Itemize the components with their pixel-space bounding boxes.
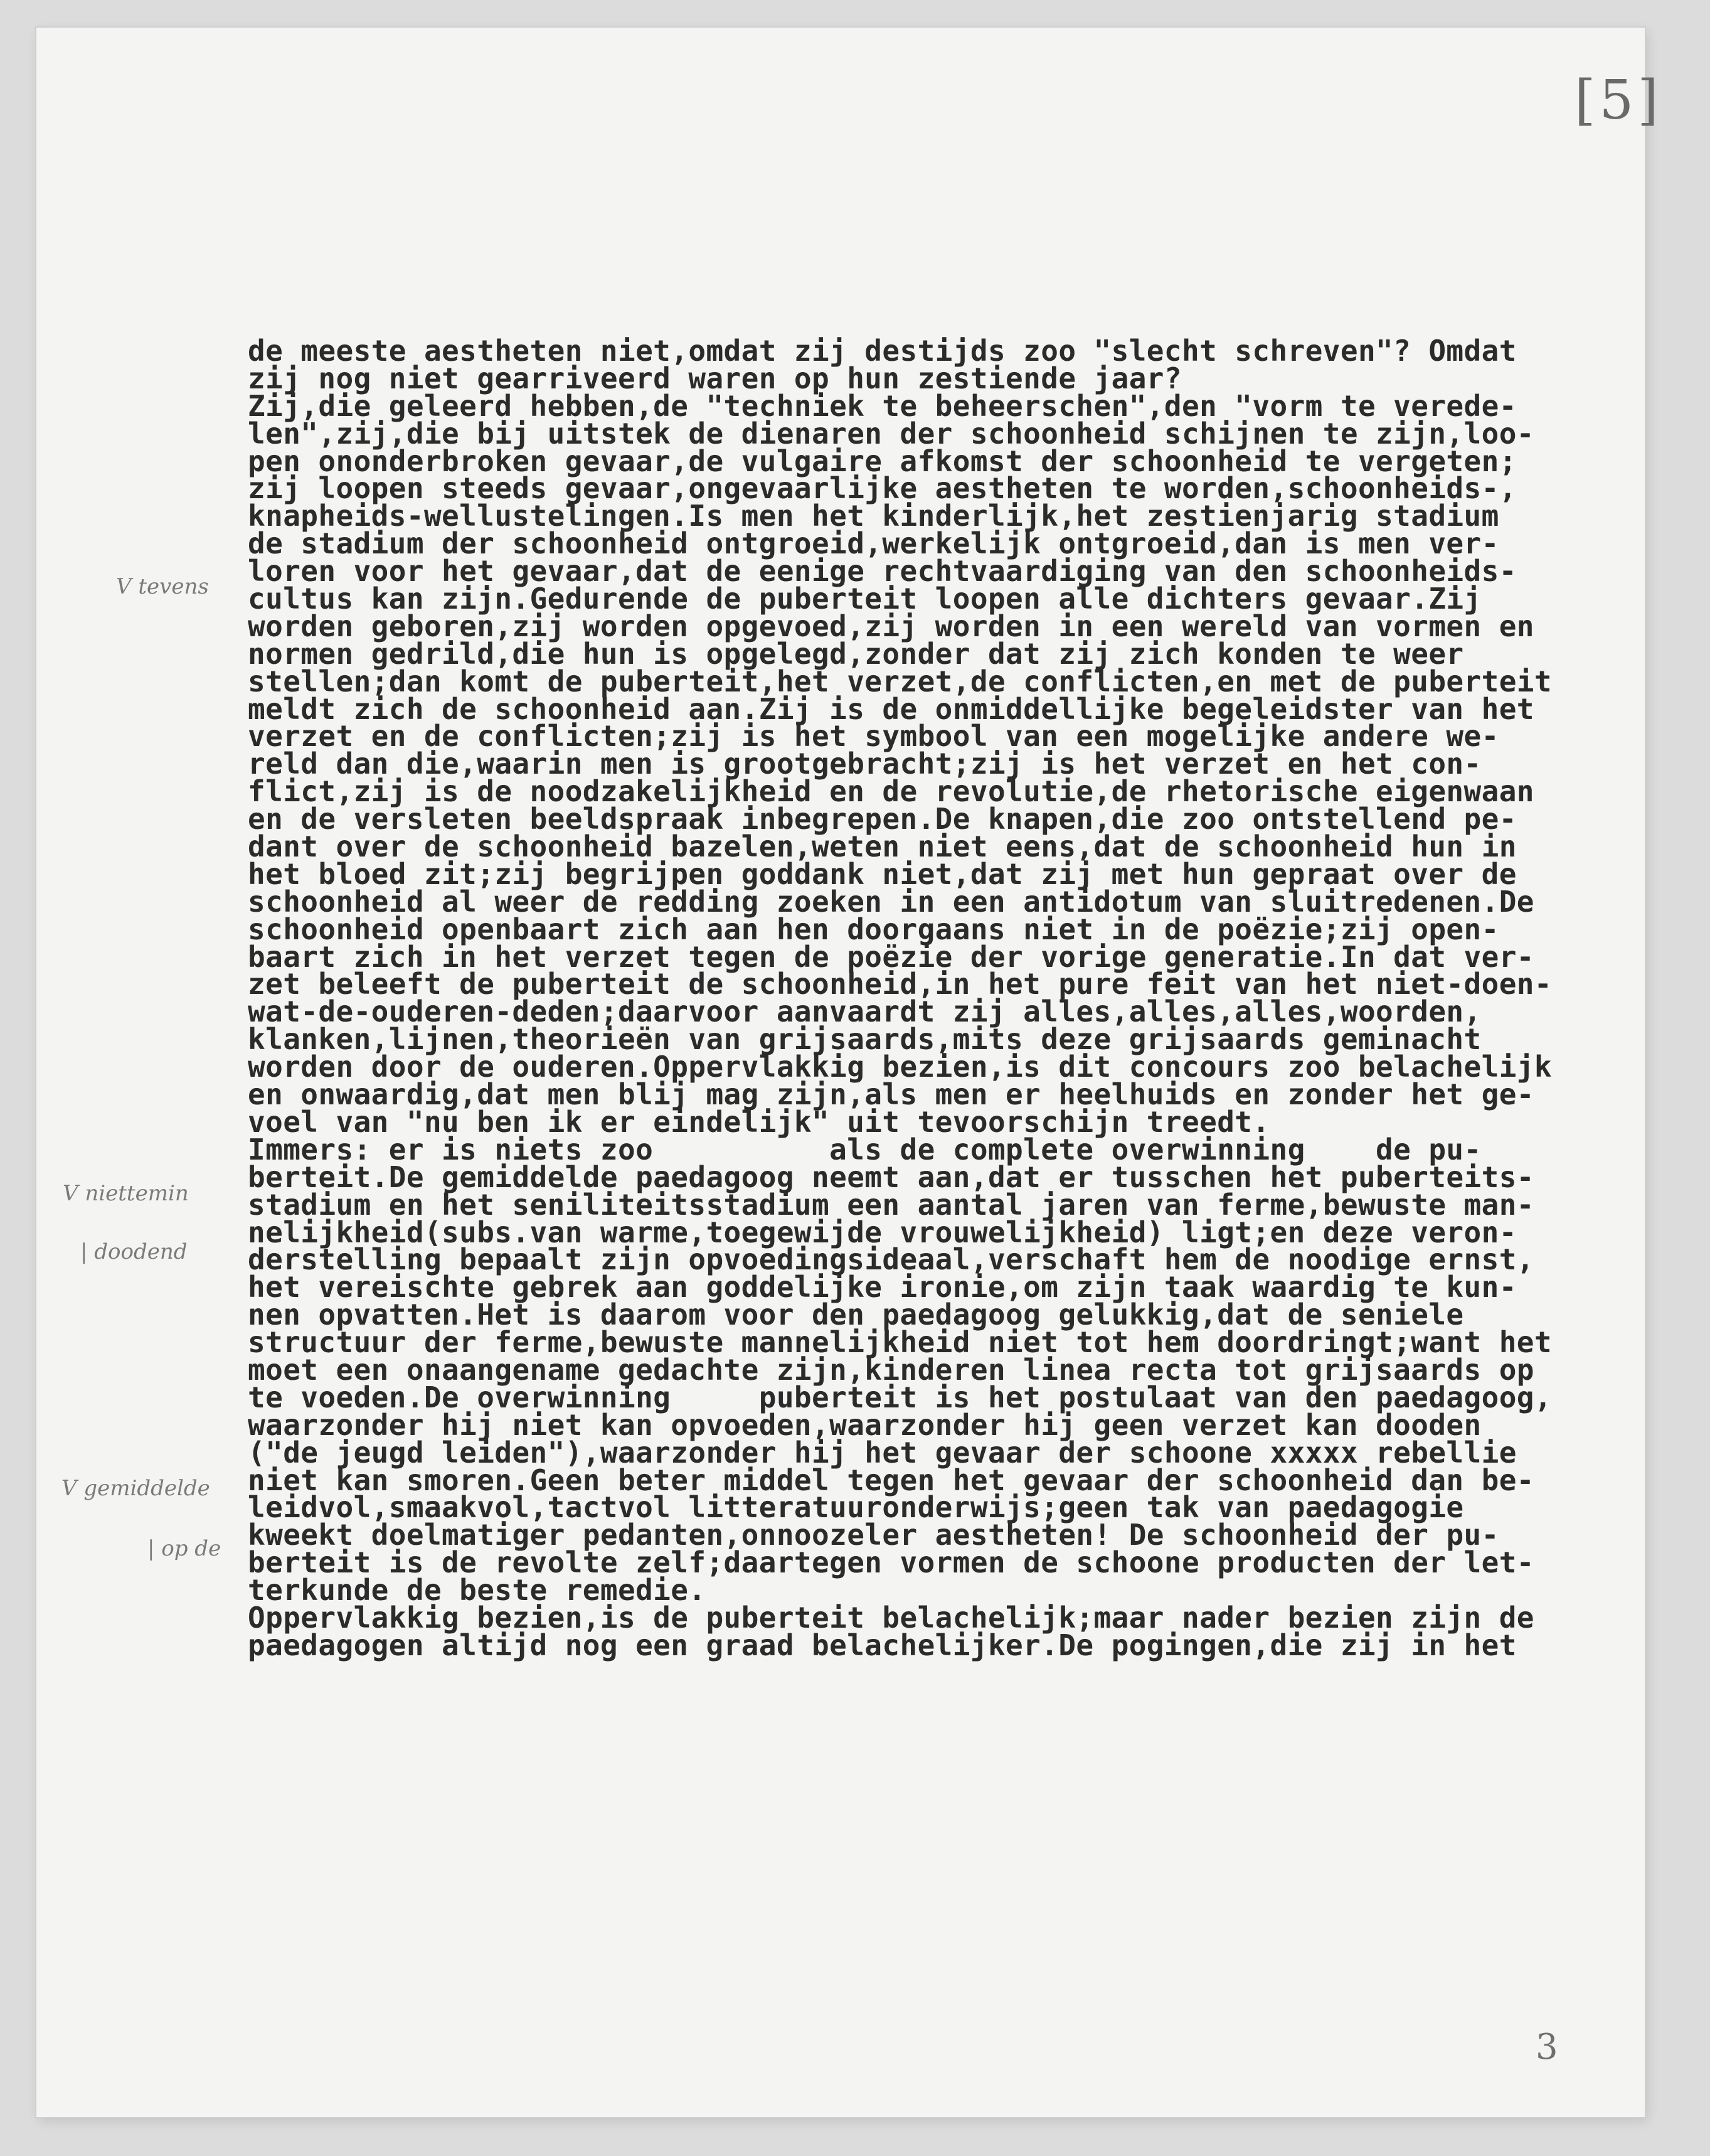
margin-note: V niettemin [63, 1181, 189, 1206]
margin-note: | doodend [80, 1239, 188, 1264]
text-line: nelijkheid(subs.van warme,toegewijde vrouwelijkheid) ligt;en deze veron- [248, 1215, 1517, 1249]
text-line: berteit is de revolte zelf;daartegen vormen de schoone producten der let- [248, 1545, 1534, 1580]
text-line: baart zich in het verzet tegen de poëzie der vorige generatie.In dat ver- [248, 939, 1534, 974]
text-line: kweekt doelmatiger pedanten,onnoozeler aestheten! De schoonheid der pu- [248, 1518, 1499, 1552]
text-line: en de versleten beeldspraak inbegrepen.De knapen,die zoo ontstellend pe- [248, 802, 1517, 836]
text-line: worden geboren,zij worden opgevoed,zij worden in een wereld van vormen en [248, 609, 1534, 643]
text-line: nen opvatten.Het is daarom voor den paedagoog gelukkig,dat de seniele [248, 1298, 1464, 1332]
text-line: loren voor het gevaar,dat de eenige rechtvaardiging van den schoonheids- [248, 554, 1517, 589]
text-line: reld dan die,waarin men is grootgebracht;zij is het verzet en het con- [248, 747, 1482, 781]
text-line: ("de jeugd leiden"),waarzonder hij het gevaar der schoone xxxxx rebellie [248, 1435, 1517, 1470]
text-line: stadium en het seniliteitsstadium een aantal jaren van ferme,bewuste man- [248, 1187, 1534, 1222]
text-line: en onwaardig,dat men blij mag zijn,als men er heelhuids en zonder het ge- [248, 1077, 1534, 1112]
text-line: klanken,lijnen,theorieën van grijsaards,mits deze grijsaards geminacht [248, 1022, 1482, 1057]
text-line: de stadium der schoonheid ontgroeid,werkelijk ontgroeid,dan is men ver- [248, 526, 1499, 561]
text-line: worden door de ouderen.Oppervlakkig bezien,is dit concours zoo belachelijk [248, 1050, 1552, 1084]
text-line: voel van "nu ben ik er eindelijk" uit tevoorschijn treedt. [248, 1104, 1270, 1139]
bottom-mark: 3 [1536, 2027, 1558, 2068]
text-line: normen gedrild,die hun is opgelegd,zonder dat zij zich konden te weer [248, 636, 1464, 671]
text-line: flict,zij is de noodzakelijkheid en de revolutie,de rhetorische eigenwaan [248, 774, 1534, 809]
text-line: meldt zich de schoonheid aan.Zij is de onmiddellijke begeleidster van het [248, 691, 1534, 726]
text-line: niet kan smoren.Geen beter middel tegen het gevaar der schoonheid dan be- [248, 1463, 1534, 1497]
text-line: moet een onaangename gedachte zijn,kinderen linea recta tot grijsaards op [248, 1352, 1534, 1387]
text-line: knapheids-wellustelingen.Is men het kinderlijk,het zestienjarig stadium [248, 499, 1499, 533]
margin-note: V gemiddelde [61, 1476, 210, 1501]
text-line: het bloed zit;zij begrijpen goddank niet,dat zij met hun gepraat over de [248, 857, 1517, 891]
text-line: len",zij,die bij uitstek de dienaren der schoonheid schijnen te zijn,loo- [248, 416, 1534, 451]
text-line: het vereischte gebrek aan goddelijke ironie,om zijn taak waardig te kun- [248, 1270, 1517, 1305]
text-line: Zij,die geleerd hebben,de "techniek te beheerschen",den "vorm te verede- [248, 388, 1517, 423]
page-number: [5] [1575, 69, 1662, 132]
text-line: zet beleeft de puberteit de schoonheid,in het pure feit van het niet-doen- [248, 967, 1552, 1001]
text-line: derstelling bepaalt zijn opvoedingsideaal,verschaft hem de noodige ernst, [248, 1242, 1534, 1277]
text-line: leidvol,smaakvol,tactvol litteratuuronderwijs;geen tak van paedagogie [248, 1490, 1464, 1525]
text-line: stellen;dan komt de puberteit,het verzet,de conflicten,en met de puberteit [248, 664, 1552, 698]
text-line: schoonheid al weer de redding zoeken in een antidotum van sluitredenen.De [248, 884, 1534, 919]
margin-note: V tevens [116, 574, 209, 599]
text-line: terkunde de beste remedie. [248, 1573, 706, 1608]
text-line: verzet en de conflicten;zij is het symbool van een mogelijke andere we- [248, 719, 1499, 754]
text-line: Immers: er is niets zoo als de complete overwinning de pu- [248, 1132, 1482, 1166]
typed-text [248, 334, 1665, 1662]
text-line: wat-de-ouderen-deden;daarvoor aanvaardt zij alles,alles,alles,woorden, [248, 995, 1482, 1029]
text-line: zij nog niet gearriveerd waren op hun zestiende jaar? [248, 361, 1182, 395]
text-line: schoonheid openbaart zich aan hen doorgaans niet in de poëzie;zij open- [248, 912, 1499, 946]
margin-note: | op de [147, 1536, 221, 1561]
text-line: zij loopen steeds gevaar,ongevaarlijke aestheten te worden,schoonheids-, [248, 471, 1517, 506]
text-line: te voeden.De overwinning puberteit is het postulaat van den paedagoog, [248, 1380, 1552, 1414]
text-line: dant over de schoonheid bazelen,weten niet eens,dat de schoonheid hun in [248, 830, 1517, 864]
text-line: pen ononderbroken gevaar,de vulgaire afkomst der schoonheid te vergeten; [248, 444, 1517, 478]
text-line: paedagogen altijd nog een graad belachelijker.De pogingen,die zij in het [248, 1628, 1517, 1662]
text-line: de meeste aestheten niet,omdat zij destijds zoo "slecht schreven"? Omdat [248, 334, 1517, 368]
text-line: structuur der ferme,bewuste mannelijkheid niet tot hem doordringt;want het [248, 1325, 1552, 1360]
text-line: Oppervlakkig bezien,is de puberteit belachelijk;maar nader bezien zijn de [248, 1600, 1534, 1635]
text-line: cultus kan zijn.Gedurende de puberteit loopen alle dichters gevaar.Zij [248, 582, 1482, 616]
text-line: berteit.De gemiddelde paedagoog neemt aan,dat er tusschen het puberteits- [248, 1160, 1534, 1194]
text-line: waarzonder hij niet kan opvoeden,waarzonder hij geen verzet kan dooden [248, 1407, 1482, 1442]
